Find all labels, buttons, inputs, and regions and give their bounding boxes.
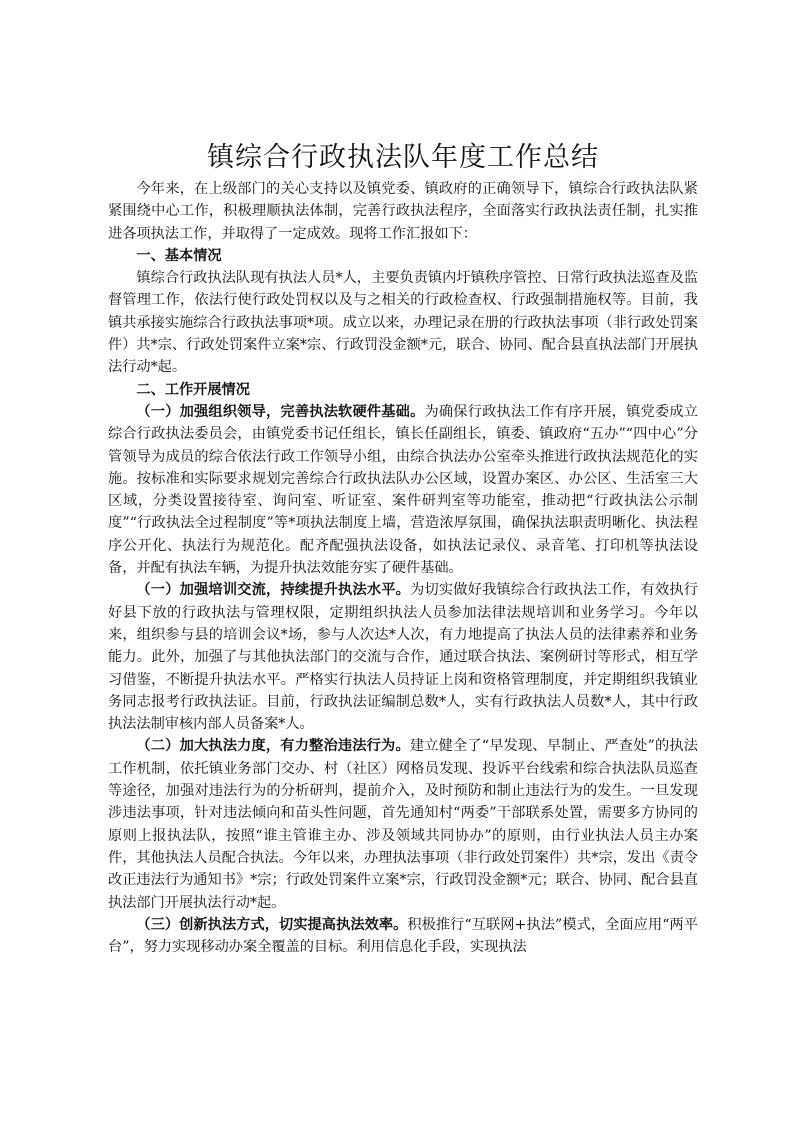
work-item-lead: （一）加强培训交流，持续提升执法水平。 [136, 582, 411, 599]
document-page [108, 138, 698, 958]
work-item-lead: （一）加强组织领导，完善执法软硬件基础。 [136, 403, 425, 420]
work-item-body: 积极推行“互联网+执法”模式，全面应用“两平台”，努力实现移动办案全覆盖的目标。利用信息化手段，实现执法 [108, 916, 698, 956]
work-item-paragraph [108, 579, 698, 735]
work-item-paragraph [108, 914, 698, 959]
document-title: 镇综合行政执法队年度工作总结 [207, 142, 599, 173]
intro-paragraph: 今年来，在上级部门的关心支持以及镇党委、镇政府的正确领导下，镇综合行政执法队紧紧围绕中心工作，积极理顺执法体制，完善行政执法程序，全面落实行政执法责任制，扎实推进各项执法工作，并取得了一定成效。现将工作汇报如下： [108, 181, 698, 242]
work-item-body: 建立健全了“早发现、早制止、严查处”的执法工作机制，依托镇业务部门交办、村（社区）网格员发现、投诉平台线索和综合执法队员巡查等途径，加强对违法行为的分析研判，提前介入，及时预防和制止违法行为的发生。一旦发现涉违法事项，针对违法倾向和苗头性问题，首先通知村“两委”干部联系处置，需要多方协同的原则上报执法队，按照“谁主管谁主办、涉及领域共同协办”的原则，由行业执法人员主办案件，其他执法人员配合执法。今年以来，办理执法事项（非行政处罚案件）共*宗，发出《责令改正违法行为通知书》*宗；行政处罚案件立案*宗，行政罚没金额*元；联合、协同、配合县直执法部门开展执法行动*起。 [108, 738, 698, 911]
section-heading-basic: 一、基本情况 [136, 247, 222, 264]
work-item-paragraph [108, 401, 698, 579]
work-item-lead: （二）加大执法力度，有力整治违法行为。 [136, 738, 410, 755]
work-item-paragraph [108, 735, 698, 913]
work-item-body: 为切实做好我镇综合行政执法工作，有效执行好县下放的行政执法与管理权限，定期组织执法人员参加法律法规培训和业务学习。今年以来，组织参与县的培训会议*场，参与人次达*人次，有力地提高了执法人员的法律素养和业务能力。此外，加强了与其他执法部门的交流与合作，通过联合执法、案例研讨等形式，相互学习借鉴，不断提升执法水平。严格实行执法人员持证上岗和资格管理制度，并定期组织我镇业务同志报考行政执法证。目前，行政执法证编制总数*人，实有行政执法人员数*人，其中行政执法法制审核内部人员备案*人。 [108, 582, 698, 733]
section-heading-work: 二、工作开展情况 [136, 381, 250, 398]
work-item-body: 为确保行政执法工作有序开展，镇党委成立综合行政执法委员会，由镇党委书记任组长，镇长任副组长，镇委、镇政府“五办”“四中心”分管领导为成员的综合依法行政工作领导小组，由综合执法办公室牵头推进行政执法规范化的实施。按标准和实际要求规划完善综合行政执法队办公区域，设置办案区、办公区、生活室三大区域，分类设置接待室、询问室、听证室、案件研判室等功能室，推动把“行政执法公示制度”“行政执法全过程制度”等*项执法制度上墙，营造浓厚氛围，确保执法职责明晰化、执法程序公开化、执法行为规范化。配齐配强执法设备，如执法记录仪、录音笔、打印机等执法设备，并配有执法车辆，为提升执法效能夯实了硬件基础。 [108, 403, 698, 577]
work-item-lead: （三）创新执法方式，切实提高执法效率。 [136, 916, 408, 933]
section-basic-paragraph: 镇综合行政执法队现有执法人员*人，主要负责镇内圩镇秩序管控、日常行政执法巡查及监督管理工作，依法行使行政处罚权以及与之相关的行政检查权、行政强制措施权等。目前，我镇共承接实施综合行政执法事项*项。成立以来，办理记录在册的行政执法事项（非行政处罚案件）共*宗、行政处罚案件立案*宗、行政罚没金额*元，联合、协同、配合县直执法部门开展执法行动*起。 [108, 270, 698, 376]
